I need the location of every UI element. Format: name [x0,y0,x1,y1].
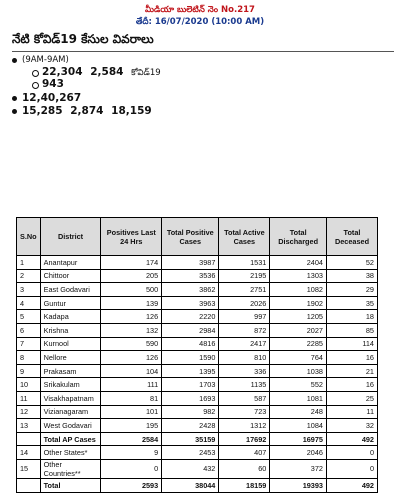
district-table [16,217,378,493]
total-positive-cell: 2984 [162,323,219,337]
district-header: District [40,218,101,256]
sub-bullet-discharged [32,79,394,91]
sno-cell: 12 [17,405,41,419]
sno-cell: 10 [17,378,41,392]
table-row [17,446,378,460]
positives-24h-cell: 9 [101,446,162,460]
positives-24h-cell: 590 [101,337,162,351]
district-cell: Visakhapatnam [40,391,101,405]
total-active-cell: 2417 [219,337,270,351]
table-row [17,459,378,478]
total-discharged-cell: 248 [270,405,327,419]
total-deceased-cell: 18 [326,310,377,324]
total-active-cell: 1531 [219,256,270,270]
total-deceased-cell: 11 [326,405,377,419]
bullet-recovered [10,106,394,118]
table-row [17,256,378,270]
district-cell: East Godavari [40,283,101,297]
total-deceased-cell: 38 [326,269,377,283]
total-deceased-cell: 32 [326,419,377,433]
table-row [17,283,378,297]
total-discharged-cell: 552 [270,378,327,392]
district-cell: Kadapa [40,310,101,324]
total-active-cell: 1312 [219,419,270,433]
total-positive-cell: 1703 [162,378,219,392]
total-active-cell: 872 [219,323,270,337]
total-active-cell: 336 [219,364,270,378]
total-deceased-cell: 52 [326,256,377,270]
total-positive-cell: 982 [162,405,219,419]
total-positive-cell: 3987 [162,256,219,270]
bullet-last-24h [10,55,394,66]
sno-cell: 9 [17,364,41,378]
total-positive-cell: 38044 [162,478,219,492]
total-deceased-cell: 21 [326,364,377,378]
total-positive-cell: 2220 [162,310,219,324]
positives-24h-cell: 81 [101,391,162,405]
covid-centre-recovered: 2,874 [70,105,104,117]
total-positive-cell: 3862 [162,283,219,297]
samples-tested: 22,304 [42,65,83,78]
positives-24h-cell: 205 [101,269,162,283]
positives-24h-cell: 195 [101,419,162,433]
total-recovered: 18,159 [111,105,152,117]
total-discharged-cell: 372 [270,459,327,478]
positives-24h-cell: 0 [101,459,162,478]
sno-cell [17,432,41,446]
page-title: నేటి కోవిడ్19 కేసుల వివరాలు [12,32,394,52]
table-row [17,351,378,365]
total-active-cell: 1135 [219,378,270,392]
total-deceased-cell: 16 [326,351,377,365]
table-row [17,405,378,419]
total-discharged-cell: 2404 [270,256,327,270]
sno-cell [17,478,41,492]
table-row [17,364,378,378]
total-active-cell: 2751 [219,283,270,297]
positives-24h-cell: 174 [101,256,162,270]
table-row [17,419,378,433]
total-discharged-cell: 1082 [270,283,327,297]
total-positive-header: Total Positive Cases [162,218,219,256]
total-deceased-cell: 16 [326,378,377,392]
table-row [17,337,378,351]
total-active-header: Total Active Cases [219,218,270,256]
total-discharged-cell: 764 [270,351,327,365]
table-row [17,310,378,324]
window-label: (9AM-9AM) [22,55,69,65]
total-discharged-header: Total Discharged [270,218,327,256]
total-discharged-cell: 1205 [270,310,327,324]
total-discharged-cell: 1084 [270,419,327,433]
district-cell: Total AP Cases [40,432,101,446]
sno-cell: 6 [17,323,41,337]
total-discharged-cell: 2285 [270,337,327,351]
positives-24h-cell: 126 [101,310,162,324]
sno-cell: 8 [17,351,41,365]
bulletin-number: మీడియా బులెటిన్ నెం No.217 [145,5,255,15]
total-deceased-cell: 0 [326,459,377,478]
district-cell: Nellore [40,351,101,365]
sno-cell: 1 [17,256,41,270]
district-cell: Kurnool [40,337,101,351]
district-cell: West Godavari [40,419,101,433]
district-cell: Guntur [40,296,101,310]
total-positive-cell: 3963 [162,296,219,310]
total-positive-cell: 1590 [162,351,219,365]
total-active-cell: 2026 [219,296,270,310]
sno-cell: 5 [17,310,41,324]
table-row [17,378,378,392]
positives-24h-cell: 500 [101,283,162,297]
total-discharged-cell: 16975 [270,432,327,446]
total-positive-cell: 1693 [162,391,219,405]
total-deceased-cell: 114 [326,337,377,351]
total-positive-cell: 4816 [162,337,219,351]
sno-cell: 11 [17,391,41,405]
positives-24h-cell: 132 [101,323,162,337]
total-positive-cell: 432 [162,459,219,478]
positives-24h-cell: 2584 [101,432,162,446]
total-active-cell: 810 [219,351,270,365]
table-row [17,391,378,405]
total-deceased-cell: 25 [326,391,377,405]
district-cell: Srikakulam [40,378,101,392]
total-discharged-cell: 1303 [270,269,327,283]
total-positive-cell: 35159 [162,432,219,446]
total-active-cell: 60 [219,459,270,478]
table-row [17,323,378,337]
total-discharged-cell: 2046 [270,446,327,460]
total-deceased-cell: 492 [326,432,377,446]
bulletin-date: తేదీ: 16/07/2020 (10:00 AM) [135,17,265,27]
bulletin-header [6,4,394,28]
total-deceased-cell: 85 [326,323,377,337]
total-positive-cell: 2453 [162,446,219,460]
bullet-cumulative-samples [10,93,394,105]
sno-cell: 14 [17,446,41,460]
district-cell: Vizianagaram [40,405,101,419]
sno-cell: 7 [17,337,41,351]
sno-cell: 13 [17,419,41,433]
hospital-recovered: 15,285 [22,105,63,117]
total-positive-cell: 1395 [162,364,219,378]
sno-cell: 4 [17,296,41,310]
positives-24h-cell: 101 [101,405,162,419]
sno-cell: 2 [17,269,41,283]
total-discharged-cell: 2027 [270,323,327,337]
table-row [17,296,378,310]
total-active-cell: 17692 [219,432,270,446]
total-discharged-cell: 1902 [270,296,327,310]
total-active-cell: 723 [219,405,270,419]
total-active-cell: 2195 [219,269,270,283]
total-active-cell: 407 [219,446,270,460]
table-header-row [17,218,378,256]
positives-24h-cell: 2593 [101,478,162,492]
district-cell: Chittoor [40,269,101,283]
cumulative-samples: 12,40,267 [22,91,82,104]
total-discharged-cell: 1081 [270,391,327,405]
discharged-count: 943 [42,78,64,90]
district-cell: Krishna [40,323,101,337]
table-body [17,256,378,493]
table-row [17,269,378,283]
positives-24h-header: Positives Last 24 Hrs [101,218,162,256]
sno-cell: 15 [17,459,41,478]
total-active-cell: 587 [219,391,270,405]
positives-24h-cell: 104 [101,364,162,378]
sno-header: S.No [17,218,41,256]
total-positive-cell: 3536 [162,269,219,283]
positives-24h-cell: 111 [101,378,162,392]
total-discharged-cell: 19393 [270,478,327,492]
grand-total-row [17,478,378,492]
total-discharged-cell: 1038 [270,364,327,378]
summary-bullets [10,55,394,118]
total-deceased-cell: 492 [326,478,377,492]
district-cell: Other Countries** [40,459,101,478]
total-active-cell: 997 [219,310,270,324]
district-cell: Prakasam [40,364,101,378]
total-deceased-cell: 29 [326,283,377,297]
district-cell: Other States* [40,446,101,460]
district-cell: Total [40,478,101,492]
total-ap-row [17,432,378,446]
total-deceased-cell: 0 [326,446,377,460]
district-cell: Anantapur [40,256,101,270]
positive-count: 2,584 [90,65,124,78]
positives-24h-cell: 126 [101,351,162,365]
sno-cell: 3 [17,283,41,297]
total-deceased-cell: 35 [326,296,377,310]
positives-24h-cell: 139 [101,296,162,310]
total-positive-cell: 2428 [162,419,219,433]
total-deceased-header: Total Deceased [326,218,377,256]
sub-bullet-samples [32,67,394,79]
positive-tag: కోవిడ్19 [131,67,161,78]
total-active-cell: 18159 [219,478,270,492]
